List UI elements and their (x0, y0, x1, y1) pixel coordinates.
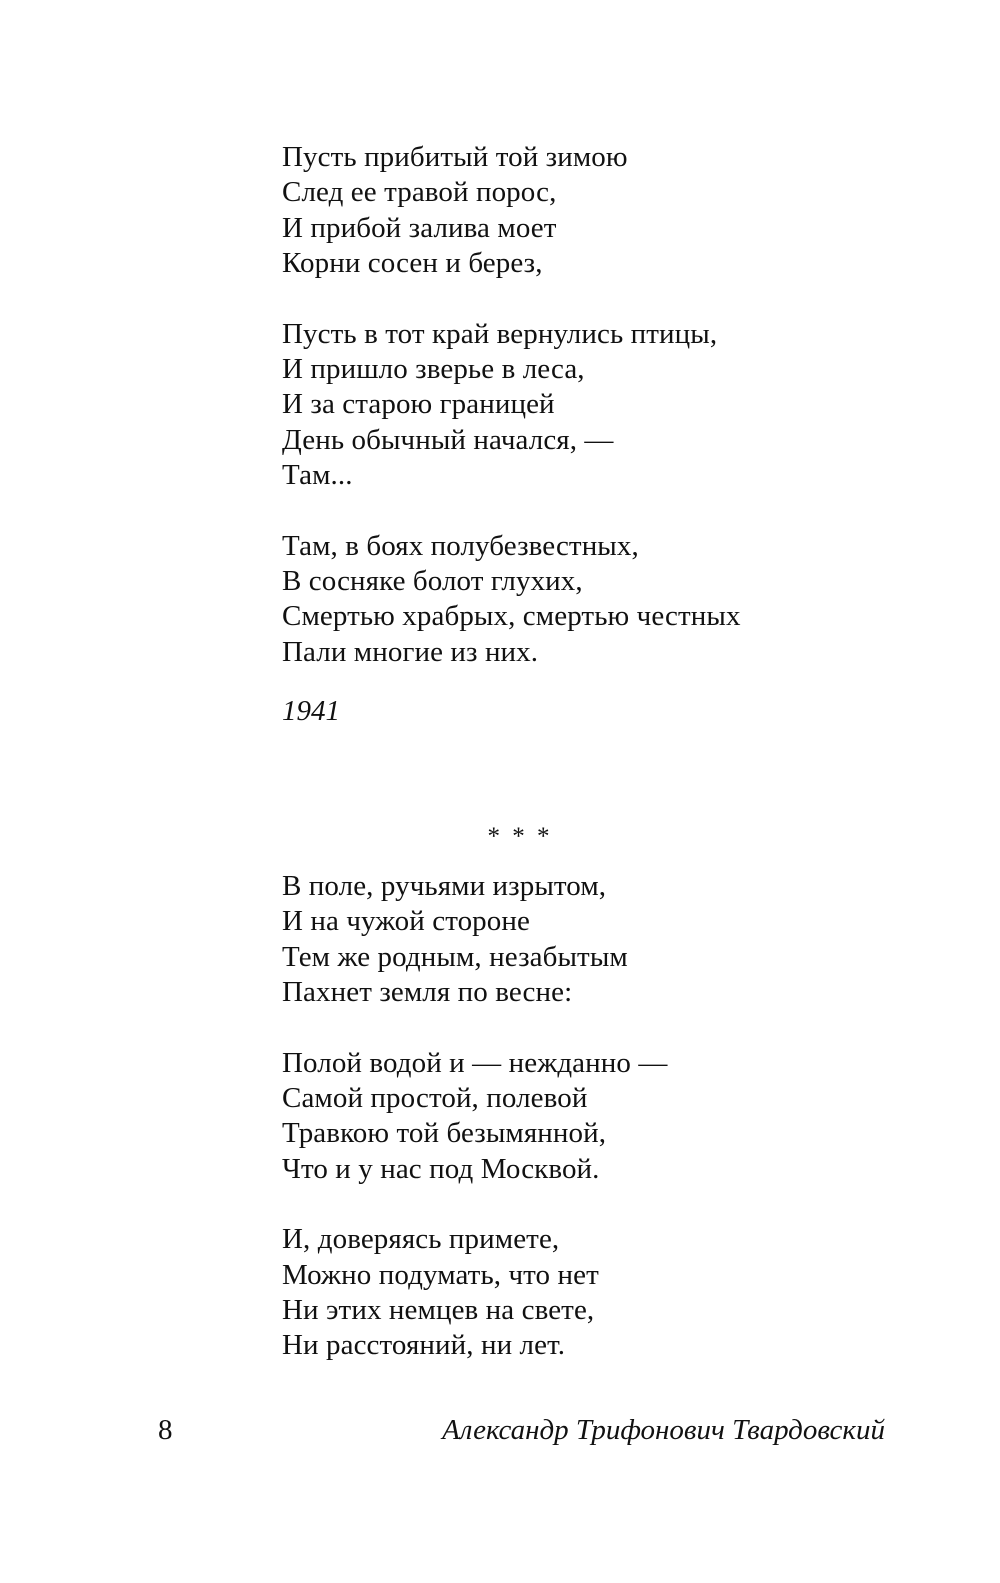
page-number: 8 (158, 1414, 173, 1446)
running-footer-author: Александр Трифонович Твардовский (442, 1414, 885, 1446)
verse-line: Пусть в тот край вернулись птицы, (282, 317, 718, 350)
verse-line: Там... (282, 459, 353, 492)
verse-line: Полой водой и — нежданно — (282, 1046, 668, 1079)
stanza (282, 1046, 922, 1188)
verse-line: И за старою границей (282, 388, 555, 421)
verse-line: След ее травой порос, (282, 176, 557, 209)
poem-continued (282, 140, 922, 670)
verse-line: Корни сосен и берез, (282, 247, 543, 280)
stanza (282, 140, 922, 282)
verse-line: Пусть прибитый той зимою (282, 141, 628, 173)
verse-line: Травкою той безымянной, (282, 1117, 607, 1150)
verse-line: И пришло зверье в леса, (282, 353, 585, 386)
stanza (282, 317, 922, 494)
verse-line: И прибой залива моет (282, 211, 557, 244)
verse-line: Ни расстояний, ни лет. (282, 1329, 566, 1362)
verse-line: Там, в боях полубезвестных, (282, 529, 639, 562)
verse-line: И на чужой стороне (282, 905, 530, 938)
poem-untitled (282, 869, 922, 1364)
verse-line: И, доверяясь примете, (282, 1223, 560, 1256)
verse-line: В поле, ручьями изрытом, (282, 870, 607, 902)
stanza (282, 1222, 922, 1364)
verse-line: Самой простой, полевой (282, 1082, 588, 1115)
verse-line: Что и у нас под Москвой. (282, 1152, 600, 1185)
verse-line: Ни этих немцев на свете, (282, 1294, 595, 1327)
verse-line: В сосняке болот глухих, (282, 565, 583, 598)
verse-line: Смертью храбрых, смертью честных (282, 600, 741, 633)
verse-line: Пахнет земля по весне: (282, 976, 573, 1009)
verse-line: Пали многие из них. (282, 635, 539, 668)
stanza (282, 529, 922, 671)
poem-date: 1941 (282, 695, 340, 727)
stanza (282, 869, 922, 1011)
verse-line: Можно подумать, что нет (282, 1258, 599, 1291)
verse-line: День обычный начался, — (282, 423, 614, 456)
verse-line: Тем же родным, незабытым (282, 940, 628, 973)
poem-separator: * * * (487, 823, 553, 850)
